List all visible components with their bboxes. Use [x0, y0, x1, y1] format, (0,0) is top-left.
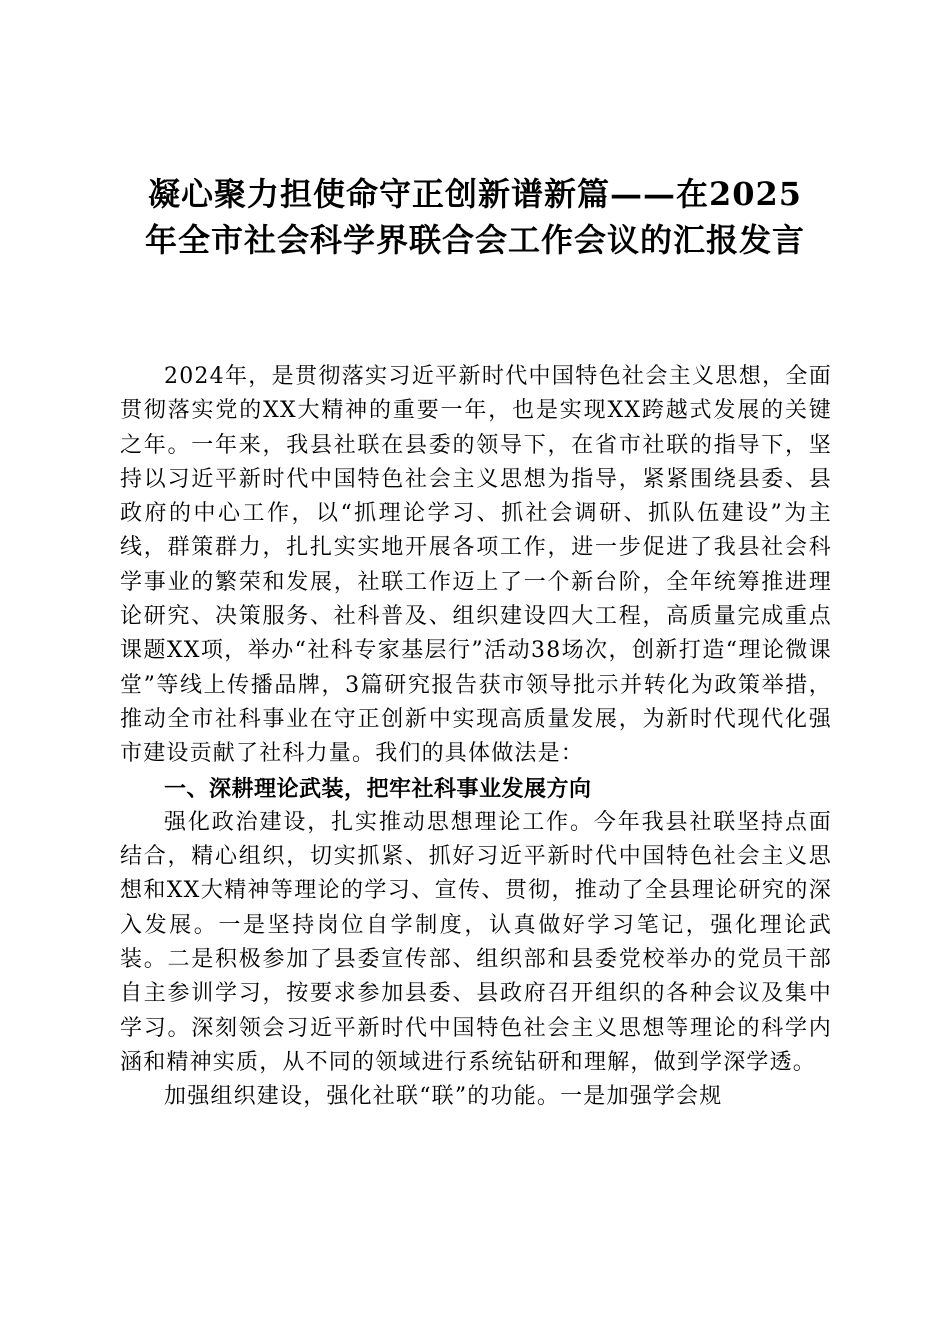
intro-paragraph: 2024年，是贯彻落实习近平新时代中国特色社会主义思想，全面贯彻落实党的XX大精神的重要一年，也是实现XX跨越式发展的关键之年。一年来，我县社联在县委的领导下，在省市社联的指导下，坚持以习近平新时代中国特色社会主义思想为指导，紧紧围绕县委、县政府的中心工作，以“抓理论学习、抓社会调研、抓队伍建设”为主线，群策群力，扎扎实实地开展各项工作，进一步促进了我县社会科学事业的繁荣和发展，社联工作迈上了一个新台阶，全年统筹推进理论研究、决策服务、社科普及、组织建设四大工程，高质量完成重点课题XX项，举办“社科专家基层行”活动38场次，创新打造“理论微课堂”等线上传播品牌，3篇研究报告获市领导批示并转化为政策举措，推动全市社科事业在守正创新中实现高质量发展，为新时代现代化强市建设贡献了社科力量。我们的具体做法是：: [120, 364, 832, 767]
document-title: [110, 171, 840, 263]
body-paragraph-political: 强化政治建设，扎实推动思想理论工作。今年我县社联坚持点面结合，精心组织，切实抓紧、抓好习近平新时代中国特色社会主义思想和XX大精神等理论的学习、宣传、贯彻，推动了全县理论研究的深入发展。一是坚持岗位自学制度，认真做好学习笔记，强化理论武装。二是积极参加了县委宣传部、组织部和县委党校举办的党员干部自主参训学习，按要求参加县委、县政府召开组织的各种会议及集中学习。深刻领会习近平新时代中国特色社会主义思想等理论的科学内涵和精神实质，从不同的领域进行系统钻研和理解，做到学深学透。: [120, 809, 832, 1075]
document-body: [120, 360, 832, 1115]
body-paragraph-organization: 加强组织建设，强化社联“联”的功能。一是加强学会规: [164, 1084, 723, 1110]
title-line-1: 凝心聚力担使命守正创新谱新篇——在2025: [147, 175, 803, 213]
section-heading-1: 一、深耕理论武装，把牢社科事业发展方向: [164, 775, 592, 802]
title-line-2: 年全市社会科学界联合会工作会议的汇报发言: [144, 221, 805, 259]
